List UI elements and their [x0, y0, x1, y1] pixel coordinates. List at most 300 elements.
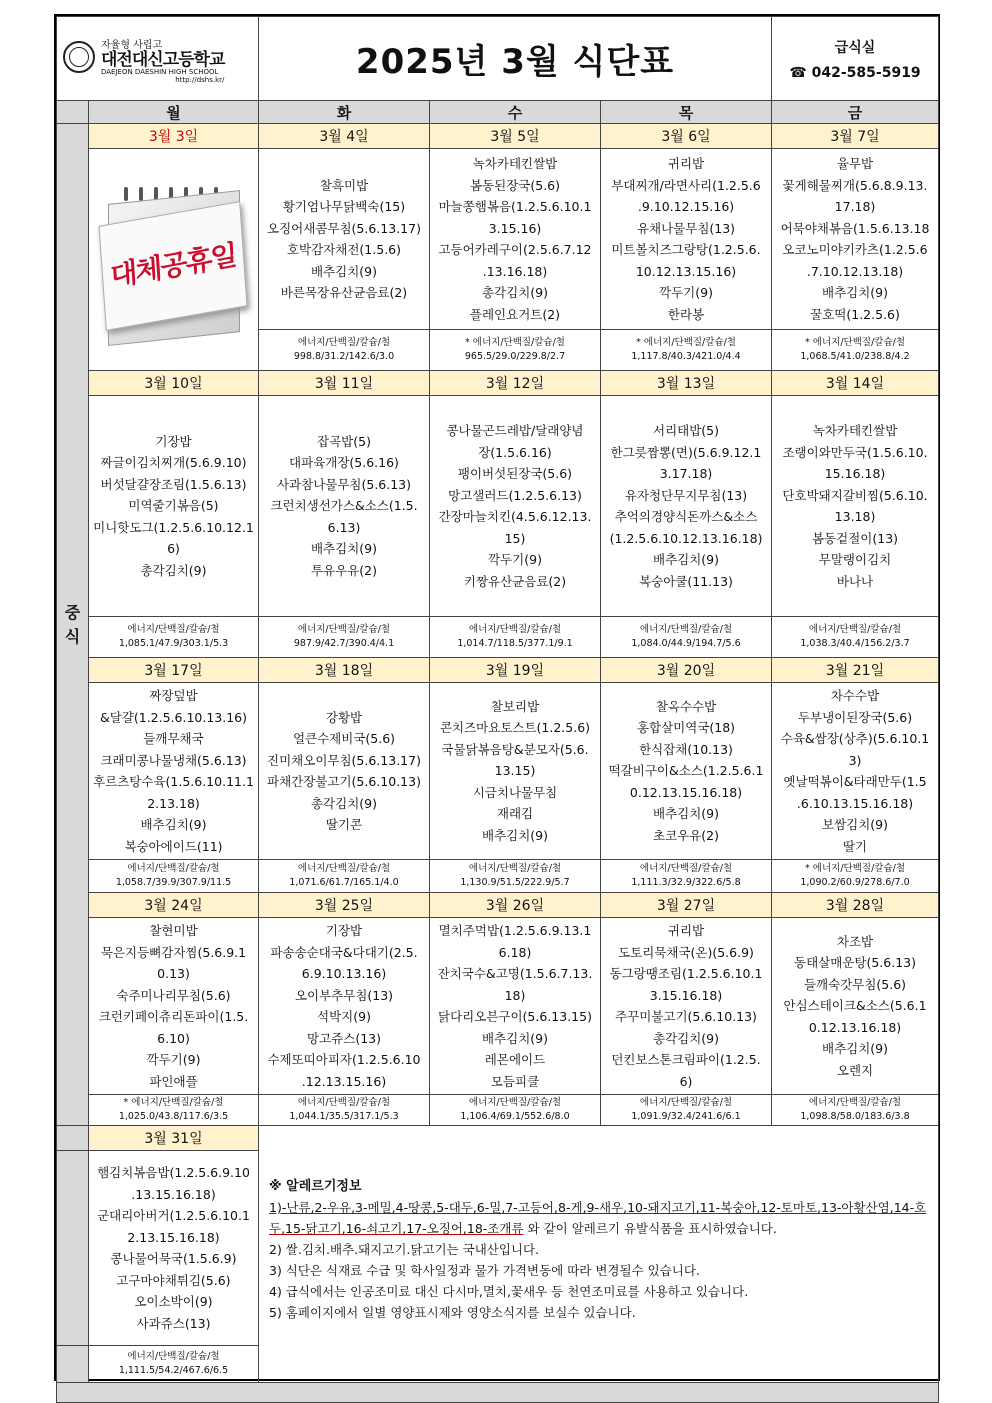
- menu-item: 닭다리오븐구이(5.6.13.15): [438, 1009, 592, 1024]
- menu-item: 한식잡채(10.13): [639, 741, 733, 757]
- menu-item: 6): [679, 1073, 693, 1089]
- nutrition-values: 1,111.3/32.9/322.6/5.8: [631, 877, 741, 888]
- menu-item: 미역줄기볶음(5): [128, 498, 219, 514]
- menu-item: 짜장덮밥: [149, 688, 198, 703]
- date-cell: 3월 11일: [259, 371, 430, 396]
- menu-item: 찰흑미밥: [319, 177, 369, 193]
- nutrition-row: [57, 1095, 939, 1126]
- nutrition-values: 1,111.5/54.2/467.6/6.5: [118, 1365, 229, 1376]
- nutrition-values: 1,044.1/35.5/317.1/5.3: [289, 1111, 399, 1122]
- date-cell: 3월 17일: [89, 658, 259, 683]
- menu-item: 대파육개장(5.6.16): [289, 455, 399, 471]
- menu-item: 크런키페이츄리돈파이(1.5.: [98, 1009, 249, 1024]
- menu-item: 복숭아에이드(11): [124, 838, 223, 854]
- menu-item: .13.15.16.18): [131, 1186, 216, 1202]
- nutrition-cell: [259, 617, 430, 658]
- menu-cell: [259, 149, 430, 330]
- menu-item: 콩나물어묵국(1.5.6.9): [110, 1251, 237, 1266]
- menu-item: 사과쥬스(13): [136, 1315, 211, 1331]
- menu-item: 배추김치(9): [822, 1041, 889, 1057]
- menu-item: 초코우유(2): [653, 827, 720, 843]
- menu-item: 봄동겉절이(13): [811, 530, 899, 546]
- menu-item: 숙주미나리무침(5.6): [116, 987, 231, 1003]
- menu-cell: [89, 396, 259, 617]
- menu-item: 잔치국수&고명(1.5.6.7.13.: [437, 966, 593, 981]
- menu-item: 6.9.10.13.16): [301, 966, 387, 981]
- nutrition-row: [57, 617, 939, 658]
- menu-cell: [89, 1151, 259, 1346]
- menu-item: 배추김치(9): [653, 806, 720, 822]
- menu-item: 콘치즈마요토스트(1.2.5.6): [439, 720, 591, 736]
- menu-item: 안심스테이크&소스(5.6.1: [783, 998, 927, 1014]
- menu-item: 찰보리밥: [490, 698, 540, 714]
- nutrition-cell: [430, 330, 601, 371]
- nutrition-cell: [772, 330, 939, 371]
- date-cell: 3월 14일: [772, 371, 939, 396]
- menu-item: 배추김치(9): [481, 827, 548, 843]
- menu-item: 시금치나물무침: [472, 784, 558, 800]
- menu-item: 오코노미야키카츠(1.2.5.6: [782, 242, 928, 257]
- menu-item: 미니핫도그(1.2.5.6.10.12.1: [93, 519, 254, 535]
- menu-item: 귀리밥: [667, 923, 705, 938]
- nutrition-cell: [430, 1095, 601, 1126]
- nutrition-values: 1,058.7/39.9/307.9/11.5: [115, 877, 232, 888]
- menu-item: 3): [848, 752, 862, 768]
- date-cell: 3월 21일: [772, 658, 939, 683]
- menu-item: 0.12.13.16.18): [808, 1019, 902, 1035]
- menu-item: 단호박돼지갈비찜(5.6.10.: [782, 487, 928, 503]
- date-cell: 3월 27일: [601, 893, 772, 918]
- menu-item: 꿀호떡(1.2.5.6): [810, 306, 900, 322]
- date-cell: 3월 28일: [772, 893, 939, 918]
- holiday-calendar-icon: [94, 165, 254, 355]
- weekday-fri: 금: [772, 101, 939, 124]
- nutrition-values: 965.5/29.0/229.8/2.7: [464, 351, 566, 362]
- menu-item: 6.18): [498, 944, 532, 960]
- menu-item: 2.13.15.16.18): [127, 1229, 220, 1245]
- nutrition-cell: [89, 617, 259, 658]
- menu-item: 잡곡밥(5): [317, 433, 371, 449]
- date-cell: 3월 6일: [601, 124, 772, 149]
- notes-line-1a: 1)-난류,2-우유,3-메밀,4-땅콩,5-대두,6-밀,7-고등어,8-게,9-새우,10-돼지고기,11-복숭아,12-토마토,13-아황산: [269, 1200, 878, 1215]
- menu-item: 황기엄나무닭백숙(15): [282, 199, 406, 214]
- weekday-row: [57, 101, 939, 124]
- meal-label: [57, 124, 89, 1126]
- menu-cell: [259, 683, 430, 860]
- menu-item: 주꾸미불고기(5.6.10.13): [615, 1009, 757, 1024]
- notes-line-3: 3) 식단은 식재료 수급 및 학사일정과 물가 가격변동에 따라 변경될수 있습니다.: [269, 1263, 700, 1278]
- date-cell: 3월 25일: [259, 893, 430, 918]
- nutrition-values: 1,014.7/118.5/377.1/9.1: [457, 638, 573, 649]
- date-cell: 3월 19일: [430, 658, 601, 683]
- menu-cell: [430, 918, 601, 1095]
- menu-item: 후르츠탕수육(1.5.6.10.11.1: [93, 774, 254, 789]
- menu-item: 석박지(9): [317, 1009, 371, 1024]
- menu-item: 배추김치(9): [653, 552, 720, 567]
- notes-line-4: 4) 급식에서는 인공조미료 대신 다시마,멸치,꽃새우 등 천연조미료를 사용하고 있습니다.: [269, 1284, 749, 1299]
- nutrition-values: 1,098.8/58.0/183.6/3.8: [800, 1111, 910, 1122]
- menu-item: 들깨무채국: [143, 731, 204, 746]
- menu-item: 오렌지: [836, 1062, 874, 1078]
- school-emblem-icon: [63, 41, 95, 73]
- menu-item: 딸기: [842, 838, 868, 854]
- menu-item: 3.15.16.18): [649, 987, 723, 1003]
- nutrition-label: 에너지/단백질/칼슘/철: [297, 624, 391, 635]
- menu-cell: [601, 396, 772, 617]
- date-row: [57, 658, 939, 683]
- nutrition-row: [57, 860, 939, 893]
- menu-item: 들깨숙갓무침(5.6): [803, 976, 907, 992]
- nutrition-cell: [772, 617, 939, 658]
- menu-cell: [601, 149, 772, 330]
- date-cell: 3월 18일: [259, 658, 430, 683]
- menu-item: 어묵야채볶음(1.5.6.13.18: [780, 220, 930, 236]
- menu-item: 0.13): [157, 966, 190, 981]
- menu-cell: [601, 683, 772, 860]
- menu-item: 파채간장불고기(5.6.10.13): [267, 774, 421, 789]
- menu-item: 던킨보스톤크림파이(1.2.5.: [611, 1052, 761, 1067]
- menu-item: 부대찌개/라면사리(1.2.5.6: [611, 177, 761, 193]
- nutrition-label: 에너지/단백질/칼슘/철: [127, 863, 220, 874]
- menu-item: 오징어새콤무침(5.6.13.17): [267, 220, 421, 236]
- nutrition-label: 에너지/단백질/칼슘/철: [639, 863, 733, 874]
- menu-item: 찰현미밥: [149, 923, 198, 938]
- menu-item: 배추김치(9): [310, 541, 377, 557]
- menu-item: 얼큰수제비국(5.6): [292, 731, 396, 746]
- nutrition-label: 에너지/단백질/칼슘/철: [297, 863, 391, 874]
- menu-item: 꽃게해물찌개(5.6.8.9.13.: [782, 177, 928, 193]
- header-row: [57, 17, 939, 101]
- side-cell: [57, 1346, 89, 1383]
- menu-cell: [772, 149, 939, 330]
- weekday-thu: 목: [601, 101, 772, 124]
- date-row: [57, 124, 939, 149]
- school-subtitle: 자율형 사립고: [101, 40, 163, 51]
- menu-item: 17.18): [834, 199, 876, 214]
- school-info: [57, 17, 259, 101]
- menu-item: 도토리묵채국(온)(5.6.9): [618, 944, 754, 960]
- nutrition-cell: [430, 860, 601, 893]
- menu-item: 재래김: [496, 806, 534, 822]
- date-cell: 3월 4일: [259, 124, 430, 149]
- menu-item: 레몬에이드: [484, 1052, 546, 1067]
- menu-item: .12.13.15.16): [301, 1073, 387, 1089]
- menu-item: 장(1.5.6.16): [478, 444, 552, 460]
- nutrition-label: * 에너지/단백질/칼슘/철: [123, 1097, 224, 1108]
- menu-row: [57, 149, 939, 330]
- menu-item: 동그랑땡조림(1.2.5.6.10.1: [609, 966, 763, 981]
- menu-item: 귀리밥: [667, 156, 705, 171]
- nutrition-label: 에너지/단백질/칼슘/철: [297, 1097, 391, 1108]
- menu-item: 묵은지등뼈감자찜(5.6.9.1: [100, 944, 247, 960]
- school-url: http://dshs.kr/: [175, 75, 225, 84]
- menu-item: 버섯달걀장조림(1.5.6.13): [100, 476, 247, 492]
- menu-row: [57, 396, 939, 617]
- menu-item: 3.17.18): [659, 466, 713, 481]
- menu-item: 고구마야채튀김(5.6): [116, 1272, 231, 1288]
- menu-item: 배추김치(9): [310, 263, 377, 279]
- menu-cell: [259, 396, 430, 617]
- menu-item: 한그릇짬뽕(면)(5.6.9.12.1: [610, 444, 762, 460]
- page-title: 2025년 3월 식단표: [259, 17, 772, 101]
- date-cell: 3월 5일: [430, 124, 601, 149]
- nutrition-values: 998.8/31.2/142.6/3.0: [293, 351, 395, 362]
- nutrition-cell: [601, 330, 772, 371]
- menu-item: 호박감자채전(1.5.6): [286, 242, 401, 257]
- menu-item: 차조밥: [836, 933, 874, 949]
- nutrition-values: 987.9/42.7/390.4/4.1: [293, 638, 395, 649]
- menu-item: 사과참나물무침(5.6.13): [276, 476, 412, 492]
- nutrition-values: 1,091.9/32.4/241.6/6.1: [631, 1111, 741, 1122]
- meal-label-char: 식: [64, 626, 81, 646]
- menu-item: 깍두기(9): [659, 285, 713, 300]
- nutrition-values: 1,090.2/60.9/278.6/7.0: [800, 877, 910, 888]
- menu-item: 강황밥: [325, 709, 363, 725]
- menu-cell: [772, 396, 939, 617]
- menu-item: 배추김치(9): [481, 1030, 548, 1046]
- menu-item: 조랭이와만두국(1.5.6.10.: [782, 444, 928, 460]
- menu-item: 크래미콩나물냉채(5.6.13): [100, 752, 247, 768]
- nutrition-values: 1,038.3/40.4/156.2/3.7: [800, 638, 910, 649]
- nutrition-values: 1,085.1/47.9/303.1/5.3: [118, 638, 229, 649]
- menu-item: 배추김치(9): [140, 817, 207, 832]
- menu-item: 총각김치(9): [310, 795, 377, 811]
- menu-item: .7.10.12.13.18): [806, 263, 904, 279]
- menu-cell: [259, 918, 430, 1095]
- menu-item: 오이부추무침(13): [294, 987, 394, 1003]
- menu-item: 플레인요거트(2): [469, 306, 561, 322]
- notes-line-5: 5) 홈페이지에서 일별 영양표시제와 영양소식지를 보실수 있습니다.: [269, 1305, 636, 1320]
- menu-cell: [89, 149, 259, 371]
- weekday-mon: 월: [89, 101, 259, 124]
- nutrition-label: * 에너지/단백질/칼슘/철: [636, 337, 736, 348]
- nutrition-cell: [259, 330, 430, 371]
- menu-item: 0.12.13.15.16.18): [629, 784, 743, 800]
- nutrition-cell: [601, 860, 772, 893]
- footer-row: [57, 1383, 939, 1403]
- menu-item: 크런치생선가스&소스(1.5.: [270, 498, 418, 514]
- menu-item: 율무밥: [836, 156, 874, 171]
- date-cell: 3월 24일: [89, 893, 259, 918]
- meal-label-char: 중: [64, 602, 81, 622]
- menu-sheet: [54, 14, 940, 1381]
- menu-item: 떡갈비구이&소스(1.2.5.6.1: [608, 763, 764, 779]
- menu-item: 6): [167, 541, 180, 557]
- date-row: [57, 893, 939, 918]
- nutrition-label: 에너지/단백질/칼슘/철: [468, 863, 562, 874]
- nutrition-cell: [772, 1095, 939, 1126]
- menu-item: 6.10): [157, 1030, 190, 1046]
- nutrition-values: 1,068.5/41.0/238.8/4.2: [800, 351, 910, 362]
- weekday-wed: 수: [430, 101, 601, 124]
- menu-item: 10.12.13.15.16): [635, 263, 737, 279]
- menu-item: 복숭아쿨(11.13): [639, 573, 733, 589]
- office-name: 급식실: [834, 39, 876, 56]
- weekday-tue: 화: [259, 101, 430, 124]
- menu-item: 고등어카레구이(2.5.6.7.12: [438, 242, 592, 257]
- menu-item: 13.15): [494, 763, 536, 779]
- menu-item: 찰옥수수밥: [655, 698, 717, 714]
- side-cell: [57, 1151, 89, 1346]
- nutrition-label: 에너지/단백질/칼슘/철: [297, 337, 391, 348]
- menu-item: 6.13): [327, 519, 361, 535]
- menu-item: &달걀(1.2.5.6.10.13.16): [99, 709, 248, 725]
- menu-item: .9.10.12.15.16): [637, 199, 735, 214]
- menu-item: 콩나물곤드레밥/달래양념: [446, 423, 584, 438]
- nutrition-label: 에너지/단백질/칼슘/철: [639, 1097, 733, 1108]
- nutrition-values: 1,117.8/40.3/421.0/4.4: [631, 351, 741, 362]
- nutrition-values: 1,130.9/51.5/222.9/5.7: [460, 877, 570, 888]
- menu-item: 옛날떡볶이&타래만두(1.5: [783, 774, 927, 789]
- menu-item: 미트볼치즈그랑탕(1.2.5.6.: [611, 242, 761, 257]
- notes-line-1b: 염,14-호두,15-닭고기,16-쇠고기,17-오징어,18-조개류: [269, 1200, 927, 1236]
- menu-item: .13.16.18): [482, 263, 548, 279]
- menu-cell: [430, 396, 601, 617]
- menu-item: 파송송순대국&다대기(2.5.: [270, 944, 418, 960]
- menu-item: 망고쥬스(13): [307, 1030, 381, 1046]
- menu-item: 3.15.16): [488, 220, 542, 236]
- nutrition-label: 에너지/단백질/칼슘/철: [808, 1097, 902, 1108]
- menu-item: .6.10.13.15.16.18): [796, 795, 914, 811]
- menu-cell: [772, 918, 939, 1095]
- nutrition-label: 에너지/단백질/칼슘/철: [127, 1351, 220, 1362]
- nutrition-label: 에너지/단백질/칼슘/철: [808, 624, 902, 635]
- nutrition-cell: [601, 617, 772, 658]
- notes-line-1: [269, 1197, 928, 1239]
- nutrition-cell: [601, 1095, 772, 1126]
- nutrition-cell: [259, 860, 430, 893]
- menu-item: 수육&쌈장(상추)(5.6.10.1: [780, 731, 930, 746]
- menu-item: 짜글이김치찌개(5.6.9.10): [100, 455, 247, 471]
- menu-row: [57, 918, 939, 1095]
- menu-item: 한라봉: [667, 306, 705, 322]
- menu-item: 기장밥: [155, 433, 192, 449]
- school-english-name: DAEJEON DAESHIN HIGH SCHOOL: [101, 68, 219, 77]
- menu-item: 간장마늘치킨(4.5.6.12.13.: [438, 509, 592, 524]
- menu-item: 15): [504, 530, 526, 546]
- nutrition-values: 1,106.4/69.1/552.6/8.0: [460, 1111, 570, 1122]
- menu-item: (1.2.5.6.10.12.13.16.18): [609, 530, 763, 546]
- footer-bar: [57, 1383, 939, 1403]
- nutrition-cell: [430, 617, 601, 658]
- menu-cell: [89, 683, 259, 860]
- menu-item: 망고샐러드(1.2.5.6.13): [448, 487, 582, 503]
- menu-cell: [430, 149, 601, 330]
- date-cell: 3월 20일: [601, 658, 772, 683]
- office-info: [772, 17, 939, 101]
- nutrition-cell: [772, 860, 939, 893]
- weekday-corner: [57, 101, 89, 124]
- menu-item: 총각김치(9): [140, 562, 207, 578]
- notes-line-1c: 와 같이 알레르기 유발식품을 표시하였습니다.: [523, 1221, 777, 1236]
- date-row: [57, 371, 939, 396]
- menu-item: 동태살매운탕(5.6.13): [794, 955, 916, 971]
- nutrition-values: 1,025.0/43.8/117.6/3.5: [118, 1111, 229, 1122]
- date-cell: 3월 3일: [89, 124, 259, 149]
- date-cell: 3월 13일: [601, 371, 772, 396]
- notes-title: ※ 알레르기정보: [269, 1179, 362, 1194]
- nutrition-values: 1,084.0/44.9/194.7/5.6: [631, 638, 741, 649]
- menu-item: 총각김치(9): [481, 285, 548, 300]
- menu-item: 군대리아버거(1.2.5.6.10.1: [97, 1208, 250, 1223]
- allergy-notes: [259, 1126, 939, 1383]
- nutrition-values: 1,071.6/61.7/165.1/4.0: [289, 877, 399, 888]
- notes-line-2: 2) 쌀.김치.배추.돼지고기.닭고기는 국내산입니다.: [269, 1242, 540, 1257]
- menu-cell: [430, 683, 601, 860]
- menu-row: [57, 683, 939, 860]
- menu-item: 추억의경양식돈까스&소스: [614, 509, 758, 524]
- menu-item: 기장밥: [325, 923, 363, 938]
- date-cell: 3월 26일: [430, 893, 601, 918]
- menu-item: 총각김치(9): [653, 1030, 720, 1046]
- menu-item: 서리태밥(5): [653, 423, 720, 438]
- school-name: 대전대신고등학교: [101, 49, 225, 70]
- nutrition-label: 에너지/단백질/칼슘/철: [468, 624, 562, 635]
- menu-item: 녹차카테킨쌀밥: [472, 156, 558, 171]
- menu-item: 국물닭볶음탕&분모자(5.6.: [441, 741, 589, 757]
- date-row: [57, 1126, 939, 1151]
- menu-item: 무말랭이김치: [818, 552, 892, 567]
- date-cell: 3월 12일: [430, 371, 601, 396]
- menu-item: 키짱유산균음료(2): [463, 573, 567, 589]
- holiday-label: 대체공휴일: [108, 237, 237, 293]
- menu-item: 유자청단무지무침(13): [624, 487, 748, 503]
- menu-item: 햄김치볶음밥(1.2.5.6.9.10: [97, 1165, 250, 1180]
- date-cell: 3월 7일: [772, 124, 939, 149]
- menu-item: 멸치주먹밥(1.2.5.6.9.13.1: [438, 923, 592, 938]
- menu-item: 15.16.18): [824, 466, 886, 481]
- nutrition-cell: [89, 1346, 259, 1383]
- menu-item: 2.13.18): [147, 795, 200, 811]
- menu-item: 배추김치(9): [822, 285, 889, 300]
- nutrition-label: 에너지/단백질/칼슘/철: [468, 1097, 562, 1108]
- menu-item: 두부냉이된장국(5.6): [797, 709, 913, 725]
- menu-cell: [89, 918, 259, 1095]
- nutrition-label: 에너지/단백질/칼슘/철: [127, 624, 220, 635]
- menu-item: 보쌈김치(9): [822, 817, 889, 832]
- menu-item: 유채나물무침(13): [636, 220, 736, 236]
- nutrition-label: * 에너지/단백질/칼슘/철: [465, 337, 565, 348]
- menu-item: 팽이버섯된장국(5.6): [457, 466, 573, 481]
- menu-item: 홍합살미역국(18): [636, 720, 736, 736]
- nutrition-label: * 에너지/단백질/칼슘/철: [805, 863, 905, 874]
- nutrition-cell: [89, 860, 259, 893]
- menu-item: 봄동된장국(5.6): [469, 177, 560, 193]
- menu-item: 마늘쫑햄볶음(1.2.5.6.10.1: [438, 199, 592, 214]
- menu-table: [56, 16, 939, 1403]
- menu-item: 오이소박이(9): [134, 1294, 213, 1309]
- menu-cell: [772, 683, 939, 860]
- menu-item: 모듬피클: [490, 1073, 540, 1089]
- menu-item: 바른목장유산균음료(2): [280, 285, 408, 300]
- menu-item: 수제또띠아피자(1.2.5.6.10: [267, 1052, 421, 1067]
- nutrition-label: * 에너지/단백질/칼슘/철: [805, 337, 905, 348]
- menu-cell: [601, 918, 772, 1095]
- meal-label-text: [57, 601, 88, 649]
- nutrition-label: 에너지/단백질/칼슘/철: [639, 624, 733, 635]
- menu-item: 13.18): [834, 509, 876, 524]
- menu-item: 18): [504, 987, 526, 1003]
- nutrition-cell: [89, 1095, 259, 1126]
- date-cell: 3월 31일: [89, 1126, 259, 1151]
- menu-item: 딸기콘: [325, 817, 363, 832]
- menu-item: 깍두기(9): [146, 1052, 201, 1067]
- menu-item: 깍두기(9): [488, 552, 542, 567]
- menu-item: 바나나: [836, 573, 874, 589]
- menu-item: 녹차카테킨쌀밥: [812, 423, 898, 438]
- menu-item: 파인애플: [149, 1073, 198, 1089]
- nutrition-cell: [259, 1095, 430, 1126]
